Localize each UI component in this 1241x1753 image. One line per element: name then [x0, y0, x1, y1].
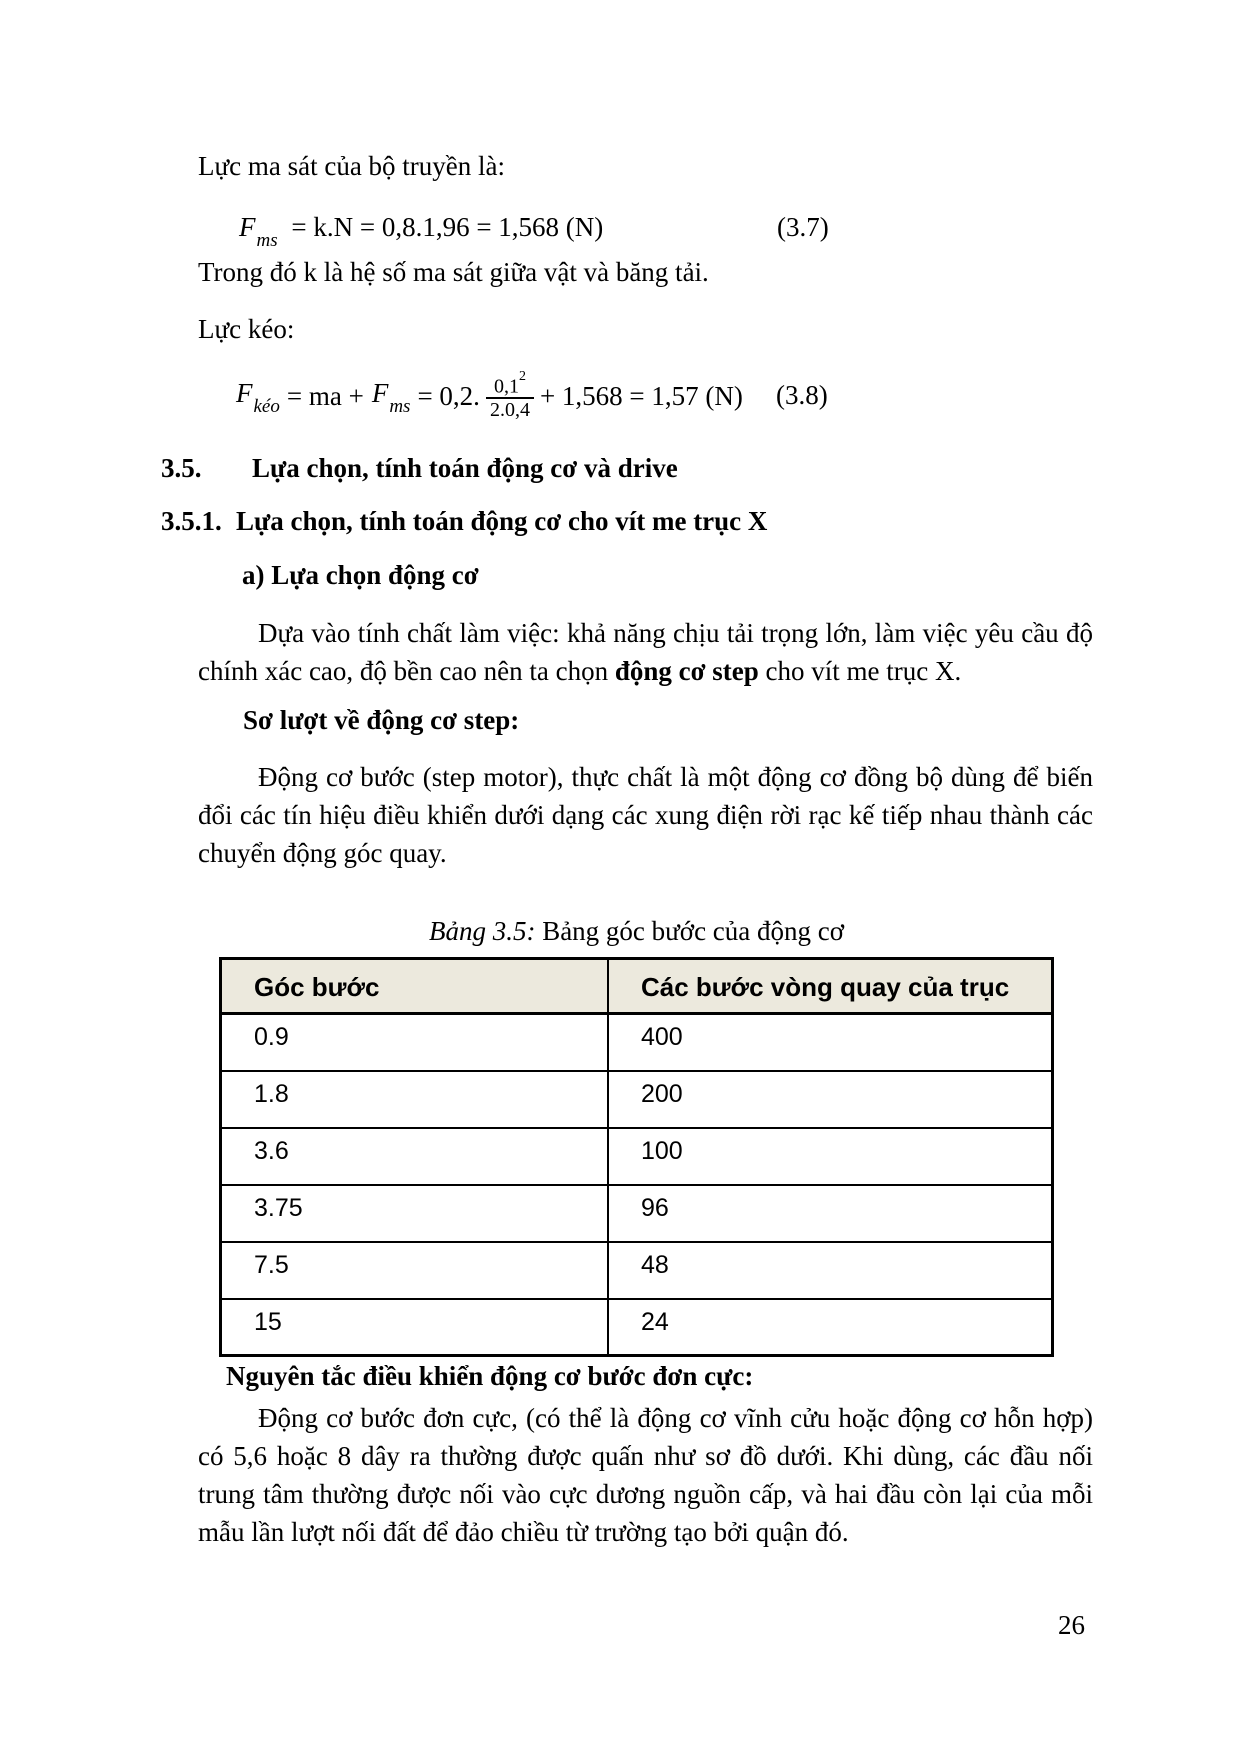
- table-row: [221, 1242, 1053, 1299]
- formula-variable-fkeo: [236, 377, 280, 418]
- fraction-numerator-base: 0,1: [493, 375, 519, 398]
- table-cell-angle: 3.75: [221, 1185, 609, 1242]
- paragraph-step-motor-definition: Động cơ bước (step motor), thực chất là một động cơ đồng bộ dùng để biến đổi các tín hiệu điều khiển dưới dạng các xung điện rời rạc kế tiếp nhau thành các chuyển động góc quay.: [198, 762, 1093, 868]
- step-angle-table: [219, 957, 1054, 1357]
- table-cell-steps: 24: [608, 1299, 1053, 1356]
- table-caption: [219, 916, 1054, 947]
- page-number: 26: [1058, 1610, 1085, 1640]
- table-row: [221, 1299, 1053, 1356]
- table-cell-steps: 100: [608, 1128, 1053, 1185]
- table-caption-text: Bảng góc bước của động cơ: [535, 916, 845, 946]
- section-number: 3.5.1.: [161, 506, 222, 536]
- paragraph-motor-selection: [198, 614, 1093, 690]
- table-cell-angle: 3.6: [221, 1128, 609, 1185]
- paragraph-text-bold: động cơ step: [614, 656, 759, 686]
- formula-3-8: [236, 368, 1136, 424]
- formula-3-7: [239, 212, 1139, 252]
- paragraph-text: cho vít me trục X.: [758, 656, 962, 686]
- table-header-cac-buoc: Các bước vòng quay của trục: [608, 959, 1053, 1014]
- table-cell-angle: 0.9: [221, 1014, 609, 1071]
- fraction-numerator-exponent: 2: [518, 368, 526, 384]
- section-heading-3-5-1: [161, 506, 767, 537]
- formula-variable-fms: [371, 377, 411, 418]
- table-cell-angle: 1.8: [221, 1071, 609, 1128]
- formula-var-subscript: kéo: [253, 396, 280, 418]
- formula-var-subscript: ms: [389, 396, 411, 418]
- subheading-step-overview: Sơ lượt về động cơ step:: [243, 705, 520, 735]
- equation-number: (3.8): [776, 380, 828, 410]
- formula-tail: + 1,568 = 1,57 (N): [539, 380, 743, 411]
- section-title: Lựa chọn, tính toán động cơ và drive: [252, 453, 678, 483]
- table-cell-steps: 96: [608, 1185, 1053, 1242]
- formula-fraction: [486, 368, 534, 422]
- formula-coefficient: = 0,2.: [417, 380, 480, 411]
- formula-var-subscript: ms: [256, 230, 278, 252]
- fraction-denominator: 2.0,4: [489, 399, 530, 422]
- formula-operator: = ma +: [286, 380, 364, 411]
- subheading-unipolar-principle: Nguyên tắc điều khiển động cơ bước đơn cực:: [226, 1361, 754, 1391]
- paragraph-pull-intro: Lực kéo:: [198, 314, 295, 344]
- formula-var-base: F: [371, 377, 389, 408]
- table-cell-steps: 200: [608, 1071, 1053, 1128]
- section-title: Lựa chọn, tính toán động cơ cho vít me trục X: [236, 506, 768, 536]
- table-row: [221, 1071, 1053, 1128]
- paragraph-text: Dựa vào tính chất làm việc: khả năng chịu tải trọng lớn, làm việc yêu cầu độ chính xác cao, độ bền cao nên ta chọn: [198, 618, 1093, 686]
- table-cell-angle: 7.5: [221, 1242, 609, 1299]
- table-row: [221, 1128, 1053, 1185]
- subsection-heading-a: a) Lựa chọn động cơ: [242, 560, 479, 590]
- formula-var-base: F: [239, 212, 256, 242]
- table-cell-angle: 15: [221, 1299, 609, 1356]
- table-cell-steps: 400: [608, 1014, 1053, 1071]
- section-heading-3-5: [161, 453, 678, 484]
- formula-var-base: F: [236, 377, 253, 408]
- table-row: [221, 1014, 1053, 1071]
- equation-number: (3.7): [777, 212, 829, 242]
- table-row: [221, 1185, 1053, 1242]
- formula-body: = k.N = 0,8.1,96 = 1,568 (N): [291, 212, 604, 242]
- table-cell-steps: 48: [608, 1242, 1053, 1299]
- table-header-goc-buoc: Góc bước: [221, 959, 609, 1014]
- paragraph-where-clause: Trong đó k là hệ số ma sát giữa vật và băng tải.: [198, 257, 709, 287]
- table-caption-label: Bảng 3.5:: [428, 916, 536, 946]
- table-header-row: [221, 959, 1053, 1014]
- section-number: 3.5.: [161, 453, 202, 483]
- fraction-numerator: [490, 368, 530, 398]
- formula-variable-fms: [239, 212, 278, 252]
- paragraph-friction-intro: Lực ma sát của bộ truyền là:: [198, 151, 506, 181]
- paragraph-unipolar-motor: Động cơ bước đơn cực, (có thể là động cơ vĩnh cửu hoặc động cơ hỗn hợp) có 5,6 hoặc 8 dây ra thường được quấn như sơ đồ dưới. Khi dùng, các đầu nối trung tâm thường được nối vào cực dương nguồn cấp, và hai đầu còn lại của mỗi mẫu lần lượt nối đất để đảo chiều từ trường tạo bởi quận đó.: [198, 1403, 1093, 1547]
